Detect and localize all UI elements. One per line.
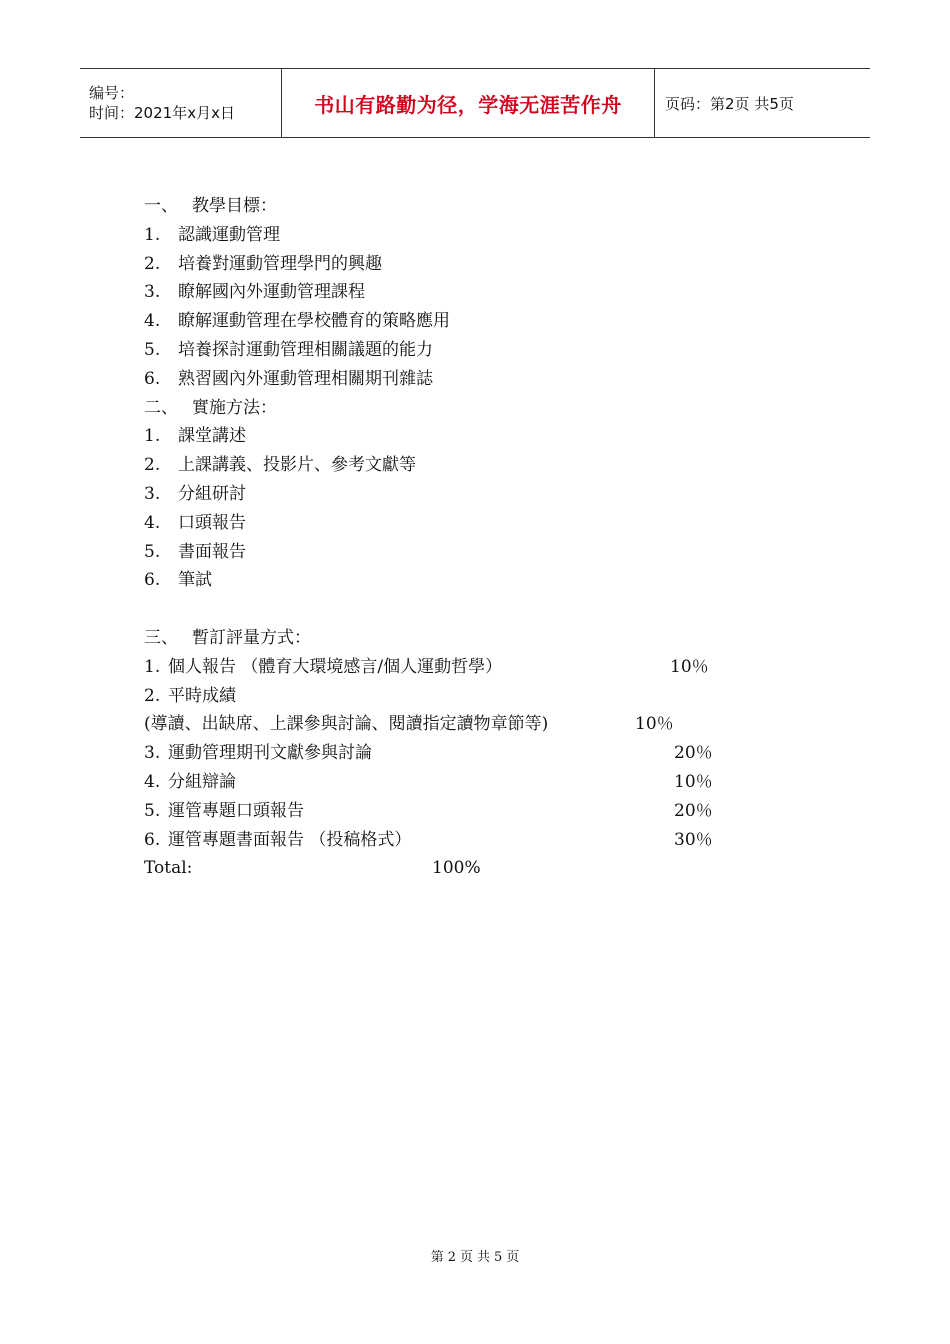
section-heading [144,394,764,423]
section-title: 教學目標： [192,196,277,216]
header-page-info [655,69,870,137]
list-item: 5. 書面報告 [144,541,246,562]
grading-total [144,854,764,883]
list-item: 3. 瞭解國內外運動管理課程 [144,282,365,303]
header-motto-cell [282,69,655,137]
list-item: 6. 筆試 [144,570,212,591]
page-header [80,68,870,138]
list-item: 4. 瞭解運動管理在學校體育的策略應用 [144,311,450,332]
section-marker: 三、 [144,627,178,648]
grading-percent: 30％ [674,829,713,850]
time-label: 时间： [89,104,135,122]
grading-item: 5. 運管專題口頭報告 20％ [144,797,764,826]
list-item: 3. 分組研討 [144,483,246,504]
footer-page-total: 5 [494,1250,503,1265]
page-label: 页码： [665,94,711,113]
header-meta [80,69,282,137]
grading-percent: 10％ [670,656,709,677]
section-title: 暫訂評量方式： [192,627,311,648]
grading-percent: 20％ [674,743,713,764]
grading-item: 6. 運管專題書面報告 （投稿格式） 30％ [144,826,764,855]
section-marker: 一、 [144,196,178,216]
grading-item: 3. 運動管理期刊文獻參與討論 20％ [144,739,764,768]
grading-item: (導讀、出缺席、上課參與討論、閱讀指定讀物章節等) 10％ [144,710,764,739]
serial-label: 编号： [89,84,135,102]
page-value: 第2页 共5页 [710,94,794,113]
list-item: 2. 培養對運動管理學門的興趣 [144,253,382,274]
list-item: 4. 口頭報告 [144,512,246,533]
list-item: 5. 培養探討運動管理相關議題的能力 [144,339,433,360]
grading-item: 2. 平時成績 [144,685,236,706]
total-value: 100% [432,858,481,879]
section-heading [144,192,764,221]
grading-percent: 10％ [674,771,713,792]
header-motto: 书山有路勤为径，学海无涯苦作舟 [314,92,622,117]
total-label: Total: [144,858,193,879]
section-marker: 二、 [144,397,178,418]
grading-item: 4. 分組辯論 10％ [144,768,764,797]
section-title: 實施方法： [192,397,277,418]
section-heading [144,624,764,653]
grading-item: 1. 個人報告 （體育大環境感言/個人運動哲學） 10％ [144,653,764,682]
grading-percent: 10％ [635,714,674,735]
document-body [144,192,764,883]
blank-line [144,595,764,624]
time-value: 2021年x月x日 [134,104,235,122]
list-item: 6. 熟習國內外運動管理相關期刊雜誌 [144,368,433,389]
list-item: 1. 課堂講述 [144,426,246,447]
list-item: 2. 上課講義、投影片、參考文獻等 [144,455,416,476]
grading-percent: 20％ [674,800,713,821]
footer-page-number: 2 [447,1250,456,1265]
time-line [89,103,281,123]
page-footer: 第 2 页 共 5 页 [430,1250,520,1265]
list-item: 1. 認識運動管理 [144,224,280,245]
